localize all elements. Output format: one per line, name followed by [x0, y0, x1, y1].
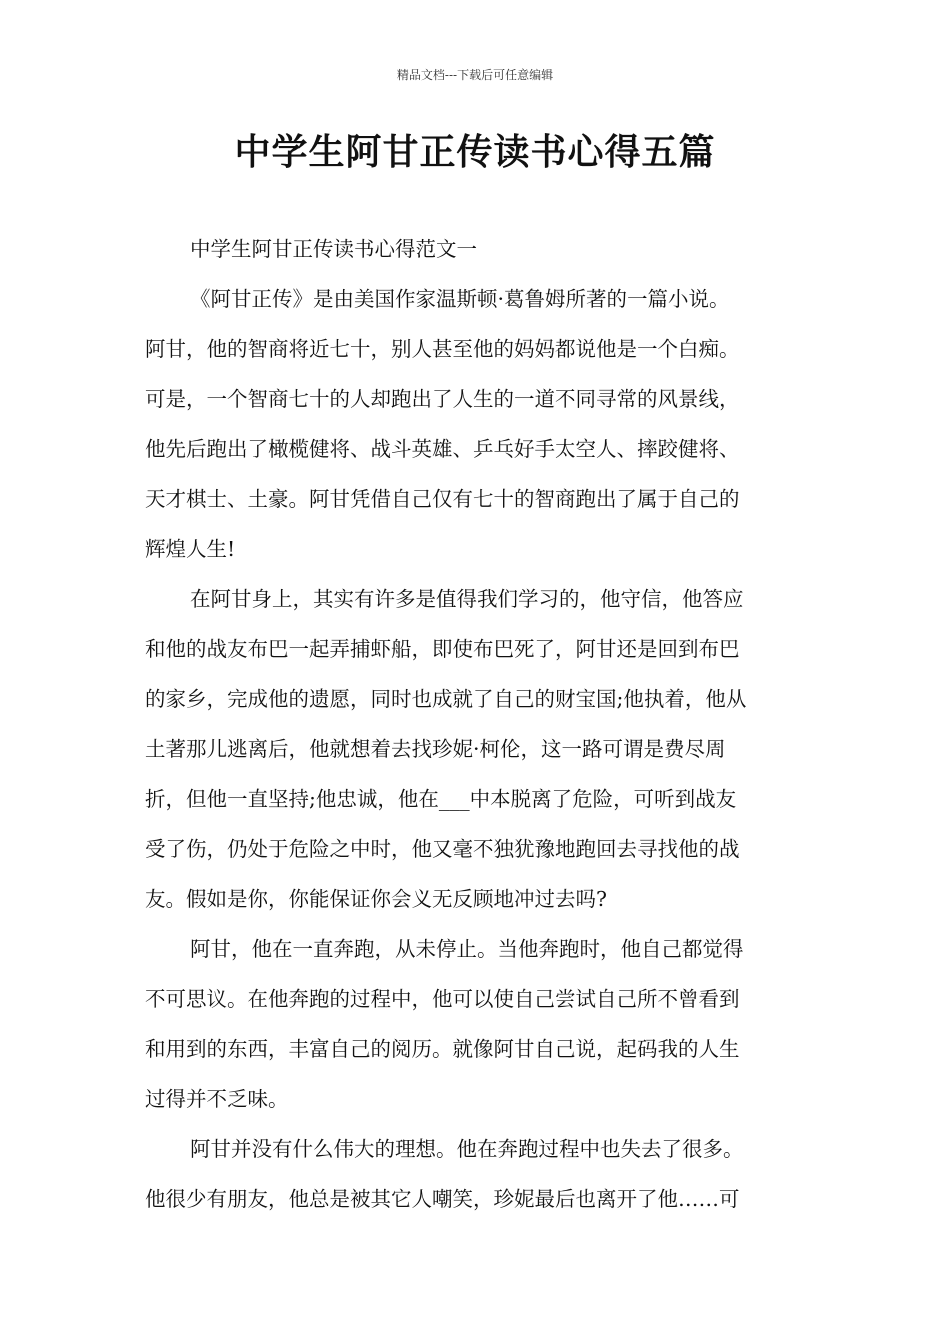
- paragraph-subtitle: [145, 224, 810, 274]
- text-line: 辉煌人生!: [145, 537, 236, 561]
- text-line: 过得并不乏味。: [145, 1087, 289, 1111]
- text-line: 在阿甘身上，其实有许多是值得我们学习的，他守信，他答应: [190, 587, 744, 611]
- text-line: 受了伤，仍处于危险之中时，他又毫不独犹豫地跑回去寻找他的战: [145, 837, 740, 861]
- text-line: 阿甘并没有什么伟大的理想。他在奔跑过程中也失去了很多。: [190, 1137, 744, 1161]
- text-line: 天才棋士、土豪。阿甘凭借自己仅有七十的智商跑出了属于自己的: [145, 487, 740, 511]
- text-line: 和他的战友布巴一起弄捕虾船，即使布巴死了，阿甘还是回到布巴: [145, 637, 740, 661]
- text-line: 友。假如是你，你能保证你会义无反顾地冲过去吗?: [145, 887, 607, 911]
- text-line: 土著那儿逃离后，他就想着去找珍妮·柯伦，这一路可谓是费尽周: [145, 737, 726, 761]
- text-line: 阿甘，他在一直奔跑，从未停止。当他奔跑时，他自己都觉得: [190, 937, 744, 961]
- text-line: 可是，一个智商七十的人却跑出了人生的一道不同寻常的风景线，: [145, 387, 740, 411]
- text-line: 折，但他一直坚持;他忠诚，他在___中本脱离了危险，可听到战友: [145, 787, 737, 811]
- text-line: 他先后跑出了橄榄健将、战斗英雄、乒乓好手太空人、摔跤健将、: [145, 437, 740, 461]
- document-body: [145, 224, 810, 1224]
- text-line: 《阿甘正传》是由美国作家温斯顿·葛鲁姆所著的一篇小说。: [190, 287, 730, 311]
- paragraph: [145, 1124, 810, 1224]
- document-title: 中学生阿甘正传读书心得五篇: [234, 132, 716, 173]
- paragraph: [145, 574, 810, 924]
- text-line: 和用到的东西，丰富自己的阅历。就像阿甘自己说，起码我的人生: [145, 1037, 740, 1061]
- header-note: 精品文档---下载后可任意编辑: [396, 68, 554, 82]
- text-line: 他很少有朋友，他总是被其它人嘲笑，珍妮最后也离开了他……可: [145, 1187, 740, 1211]
- paragraph: [145, 274, 810, 574]
- text-line: 阿甘，他的智商将近七十，别人甚至他的妈妈都说他是一个白痴。: [145, 337, 740, 361]
- text-line: 中学生阿甘正传读书心得范文一: [190, 237, 477, 261]
- paragraph: [145, 924, 810, 1124]
- text-line: 不可思议。在他奔跑的过程中，他可以使自己尝试自己所不曾看到: [145, 987, 740, 1011]
- text-line: 的家乡，完成他的遗愿，同时也成就了自己的财宝国;他执着，他从: [145, 687, 747, 711]
